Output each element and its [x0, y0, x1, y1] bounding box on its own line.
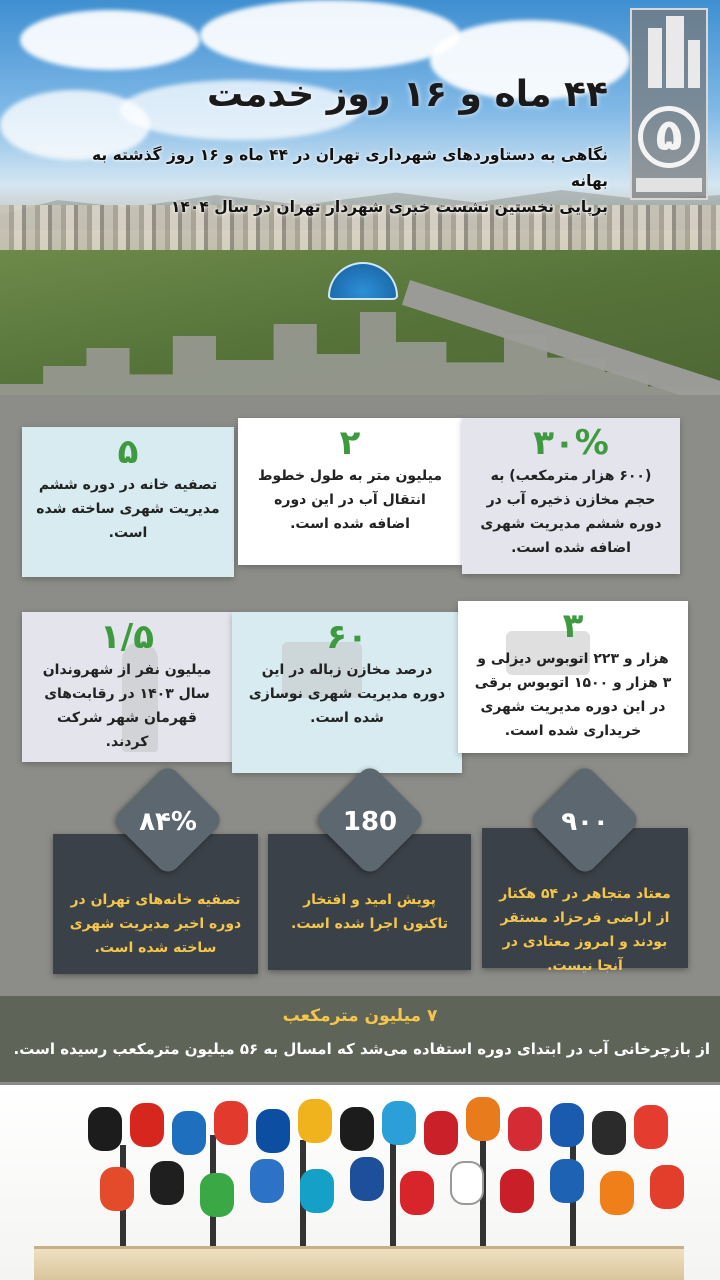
microphone-icon	[150, 1161, 184, 1205]
microphone-icon	[550, 1159, 584, 1203]
stat-card-water-lines	[238, 418, 462, 565]
page-title: ۴۴ ماه و ۱۶ روز خدمت	[207, 74, 608, 115]
microphone-icon	[100, 1167, 134, 1211]
stat-number: ۸۴%	[139, 807, 197, 837]
microphone-icon	[450, 1161, 484, 1205]
page-subtitle	[88, 142, 608, 220]
microphone-icon	[200, 1173, 234, 1217]
microphone-icon	[550, 1103, 584, 1147]
microphone-icon	[88, 1107, 122, 1151]
stat-text: تصفیه خانه در دوره ششم مدیریت شهری ساخته شده است.	[36, 477, 220, 541]
microphone-icon	[340, 1107, 374, 1151]
stat-text: میلیون متر به طول خطوط انتقال آب در این دوره اضافه شده است.	[257, 468, 443, 532]
stat-number: ۳	[562, 606, 584, 646]
microphone-icon	[256, 1109, 290, 1153]
stat-number: ۶۰	[326, 617, 368, 657]
stat-card-garbage-bins	[232, 612, 462, 773]
stat-card-hero-city	[22, 612, 232, 762]
stat-number: ۱/۵	[100, 617, 154, 657]
stat-card-water-storage	[462, 418, 680, 574]
cloud	[20, 10, 200, 70]
logo-building-icon	[666, 16, 684, 88]
stat-text: پویش امید و افتخار تاکنون اجرا شده است.	[291, 892, 448, 932]
microphone-icon	[508, 1107, 542, 1151]
banner-headline: ۷ میلیون مترمکعب	[282, 1006, 438, 1026]
banner-text: از بازچرخانی آب در ابتدای دوره استفاده می‌شد که امسال به ۵۶ میلیون مترمکعب رسیده است.	[13, 1040, 710, 1058]
microphone-icon	[500, 1169, 534, 1213]
stat-number: ۹۰۰	[561, 807, 609, 837]
podium	[34, 1246, 684, 1280]
microphone-icon	[298, 1099, 332, 1143]
stat-text: (۶۰۰ هزار مترمکعب) به حجم مخازن ذخیره آب در دوره ششم مدیریت شهری اضافه شده است.	[480, 468, 662, 556]
stat-text: درصد مخازن زباله در این دوره مدیریت شهری نوسازی شده است.	[248, 662, 446, 726]
stat-card-buses	[458, 601, 688, 753]
microphone-icon	[424, 1111, 458, 1155]
microphone-icon	[350, 1157, 384, 1201]
microphone-icon	[600, 1171, 634, 1215]
microphone-icon	[592, 1111, 626, 1155]
logo-building-icon	[688, 40, 700, 88]
stat-text: میلیون نفر از شهروندان سال ۱۴۰۳ در رقابت‌های قهرمان شهر شرکت کردند.	[42, 662, 212, 750]
municipality-logo	[630, 8, 708, 200]
stat-card-treatment-plants	[22, 427, 234, 577]
stat-number: ۳۰%	[533, 423, 609, 463]
logo-building-icon	[648, 28, 662, 88]
microphone-icon	[214, 1101, 248, 1145]
microphone-icon	[130, 1103, 164, 1147]
microphone-icon	[250, 1159, 284, 1203]
microphone-icon	[634, 1105, 668, 1149]
microphone-icon	[172, 1111, 206, 1155]
stat-number: 180	[342, 807, 398, 837]
subtitle-line: برپایی نخستین نشست خبری شهردار تهران در سال ۱۴۰۴	[170, 198, 608, 216]
stat-number: ۲	[339, 423, 361, 463]
stat-text: هزار و ۲۲۳ اتوبوس دیزلی و ۳ هزار و ۱۵۰۰ اتوبوس برقی در این دوره مدیریت شهری خریداری شده است.	[474, 651, 672, 739]
microphone-icon	[650, 1165, 684, 1209]
microphone-icon	[300, 1169, 334, 1213]
stat-text: تصفیه خانه‌های تهران در دوره اخیر مدیریت شهری ساخته شده است.	[69, 892, 242, 956]
subtitle-line: نگاهی به دستاوردهای شهرداری تهران در ۴۴ ماه و ۱۶ روز گذشته به بهانه	[92, 146, 608, 190]
logo-digit: ۵	[638, 106, 700, 168]
microphone-icon	[466, 1097, 500, 1141]
stat-text: معتاد متجاهر در ۵۴ هکتار از اراضی فرحزاد مستقر بودند و امروز معتادی در آنجا نیست.	[499, 886, 671, 974]
cloud	[200, 0, 460, 70]
stat-number: ۵	[117, 432, 139, 472]
logo-caption	[636, 178, 702, 192]
microphone-icon	[400, 1171, 434, 1215]
microphone-icon	[382, 1101, 416, 1145]
